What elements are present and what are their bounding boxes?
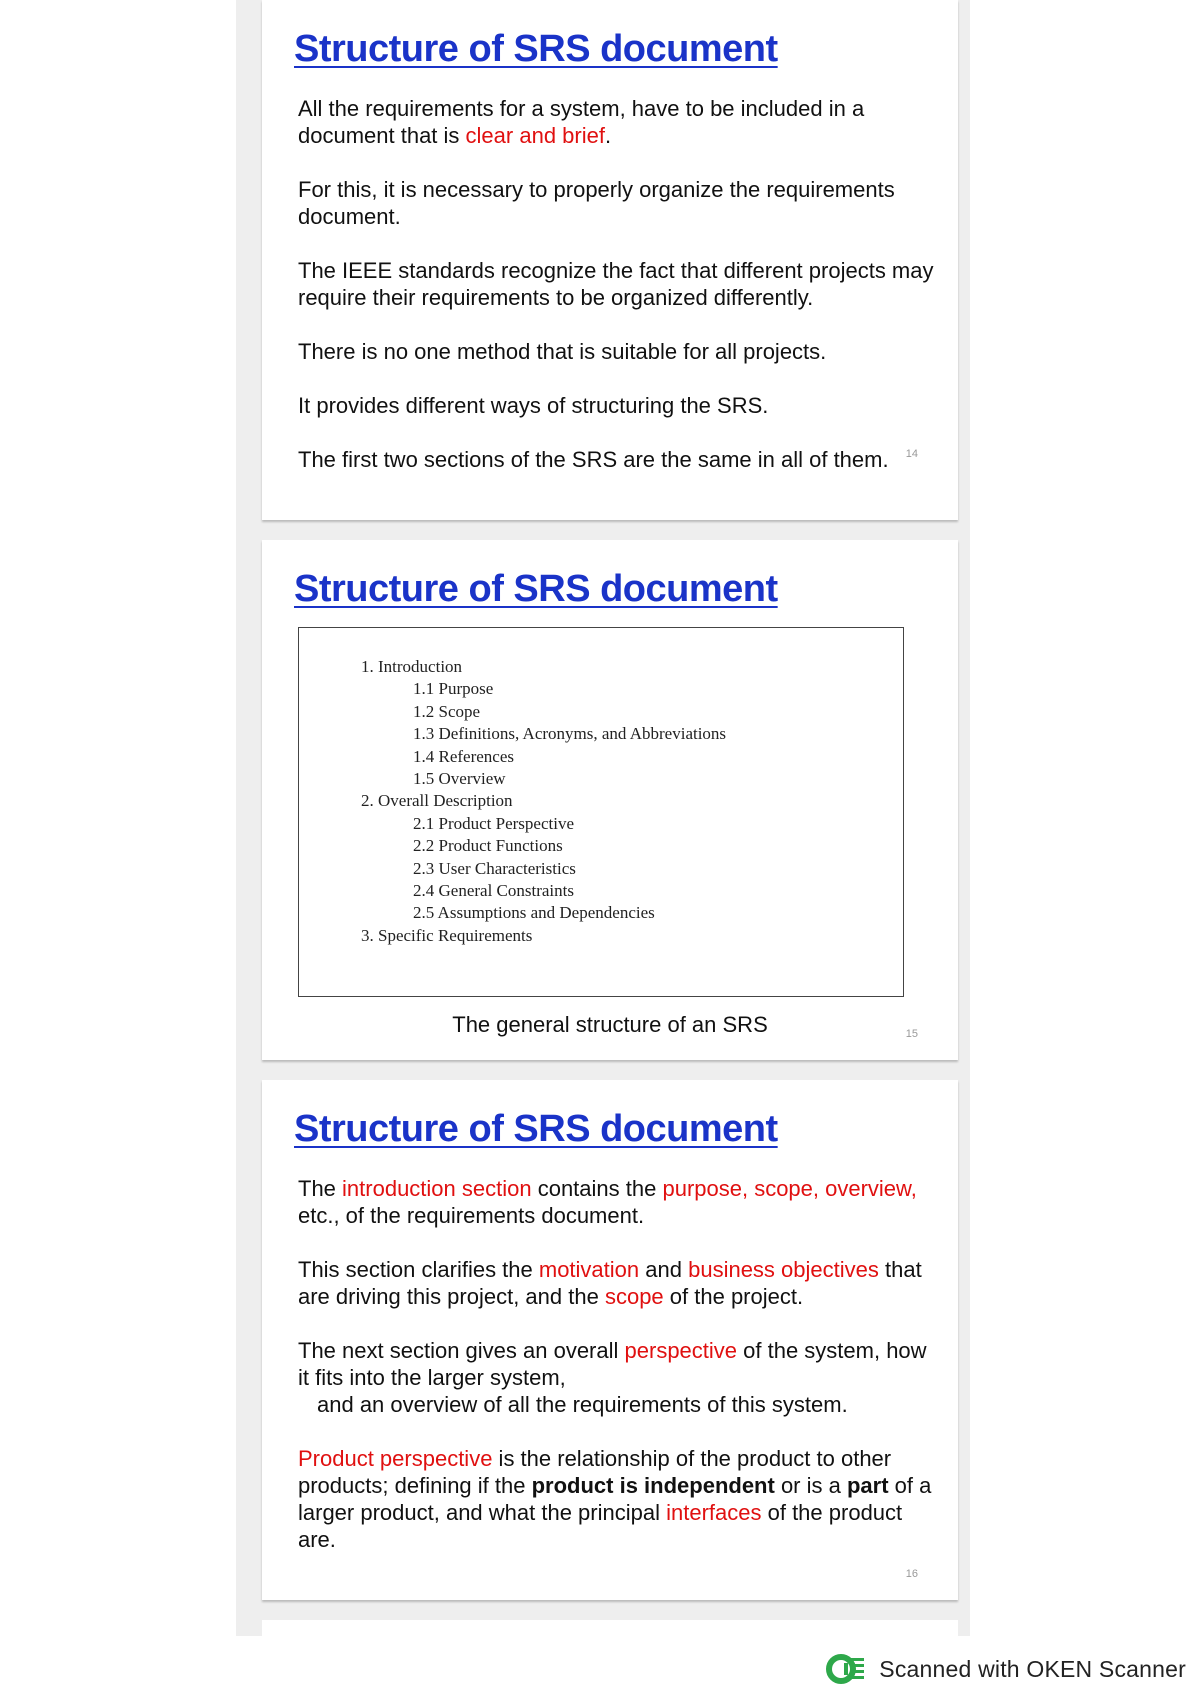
toc-item: 3. Specific Requirements <box>361 925 533 945</box>
toc-subitem: 1.3 Definitions, Acronyms, and Abbreviations <box>413 724 727 744</box>
highlight-text: clear and brief <box>465 123 605 148</box>
slide-body <box>298 95 938 473</box>
text-run: All the requirements for a system, have to be included in a document that is <box>298 96 865 148</box>
slide-title: Structure of SRS document <box>294 568 778 610</box>
page-number: 15 <box>905 1028 918 1040</box>
page-number: 14 <box>905 448 918 460</box>
document-page <box>236 0 970 1636</box>
paragraph: The IEEE standards recognize the fact that different projects may require their requirements to be organized differently. <box>298 258 934 310</box>
paragraph <box>298 1256 938 1310</box>
toc-subitem: 2.3 User Characteristics <box>413 858 576 878</box>
table-of-contents-figure <box>298 627 904 997</box>
highlight-text: business objectives <box>688 1257 879 1282</box>
slide-body <box>298 1175 938 1553</box>
text-run: The next section gives an overall <box>298 1338 625 1363</box>
paragraph: The first two sections of the SRS are the same in all of them. <box>298 447 889 472</box>
text-run: etc., of the requirements document. <box>298 1203 645 1228</box>
text-run: and an overview of all the requirements of this system. <box>317 1392 848 1417</box>
toc-subitem: 1.1 Purpose <box>413 679 494 699</box>
text-run: and <box>639 1257 689 1282</box>
paragraph <box>298 1445 938 1553</box>
next-slide-edge <box>262 1620 958 1636</box>
highlight-text: motivation <box>538 1257 640 1282</box>
toc-subitem: 1.2 Scope <box>413 701 481 721</box>
toc-item: 1. Introduction <box>361 657 463 676</box>
text-run: The <box>298 1176 343 1201</box>
page-number: 16 <box>905 1568 918 1580</box>
paragraph: For this, it is necessary to properly organize the requirements document. <box>298 177 895 229</box>
toc-subitem: 2.4 General Constraints <box>413 881 574 901</box>
text-run: This section clarifies the <box>298 1257 539 1282</box>
toc-subitem: 1.4 References <box>413 746 515 766</box>
toc-subitem: 1.5 Overview <box>413 769 506 789</box>
highlight-text: Product perspective <box>298 1446 493 1471</box>
highlight-text: scope <box>604 1284 664 1309</box>
oken-scanner-logo-icon <box>825 1652 867 1686</box>
slide-title: Structure of SRS document <box>294 1108 778 1150</box>
text-run: is the relationship of the product to other products; defining if the <box>298 1446 892 1498</box>
bold-text: part <box>846 1473 889 1498</box>
text-run: or is a <box>774 1473 847 1498</box>
slide-16 <box>262 1080 958 1600</box>
text-run: . <box>604 123 612 148</box>
highlight-text: perspective <box>624 1338 738 1363</box>
text-run: contains the <box>531 1176 663 1201</box>
slide-14 <box>262 0 958 520</box>
slide-15 <box>262 540 958 1060</box>
bold-text: product is independent <box>531 1473 775 1498</box>
slide-title: Structure of SRS document <box>294 28 778 70</box>
paragraph <box>298 95 938 149</box>
scanner-watermark-text: Scanned with OKEN Scanner <box>879 1655 1186 1682</box>
text-run: of the system, how it fits into the larger system, <box>298 1338 927 1390</box>
highlight-text: purpose, scope, overview, <box>662 1176 917 1201</box>
toc-subitem: 2.2 Product Functions <box>413 836 563 856</box>
toc-subitem: 2.5 Assumptions and Dependencies <box>413 903 655 923</box>
text-run: of the product are. <box>298 1500 903 1552</box>
toc-item: 2. Overall Description <box>361 791 513 811</box>
paragraph: There is no one method that is suitable for all projects. <box>298 339 827 364</box>
text-run: that are driving this project, and the <box>298 1257 922 1309</box>
paragraph <box>298 1337 938 1418</box>
figure-caption: The general structure of an SRS <box>452 1012 768 1037</box>
toc-subitem: 2.1 Product Perspective <box>413 813 574 833</box>
text-run: of the project. <box>663 1284 804 1309</box>
highlight-text: interfaces <box>666 1500 762 1525</box>
text-run: of a larger product, and what the principal <box>298 1473 932 1525</box>
paragraph: It provides different ways of structuring the SRS. <box>298 393 769 418</box>
scanner-watermark <box>825 1649 1186 1689</box>
paragraph <box>298 1175 938 1229</box>
highlight-text: introduction section <box>342 1176 532 1201</box>
